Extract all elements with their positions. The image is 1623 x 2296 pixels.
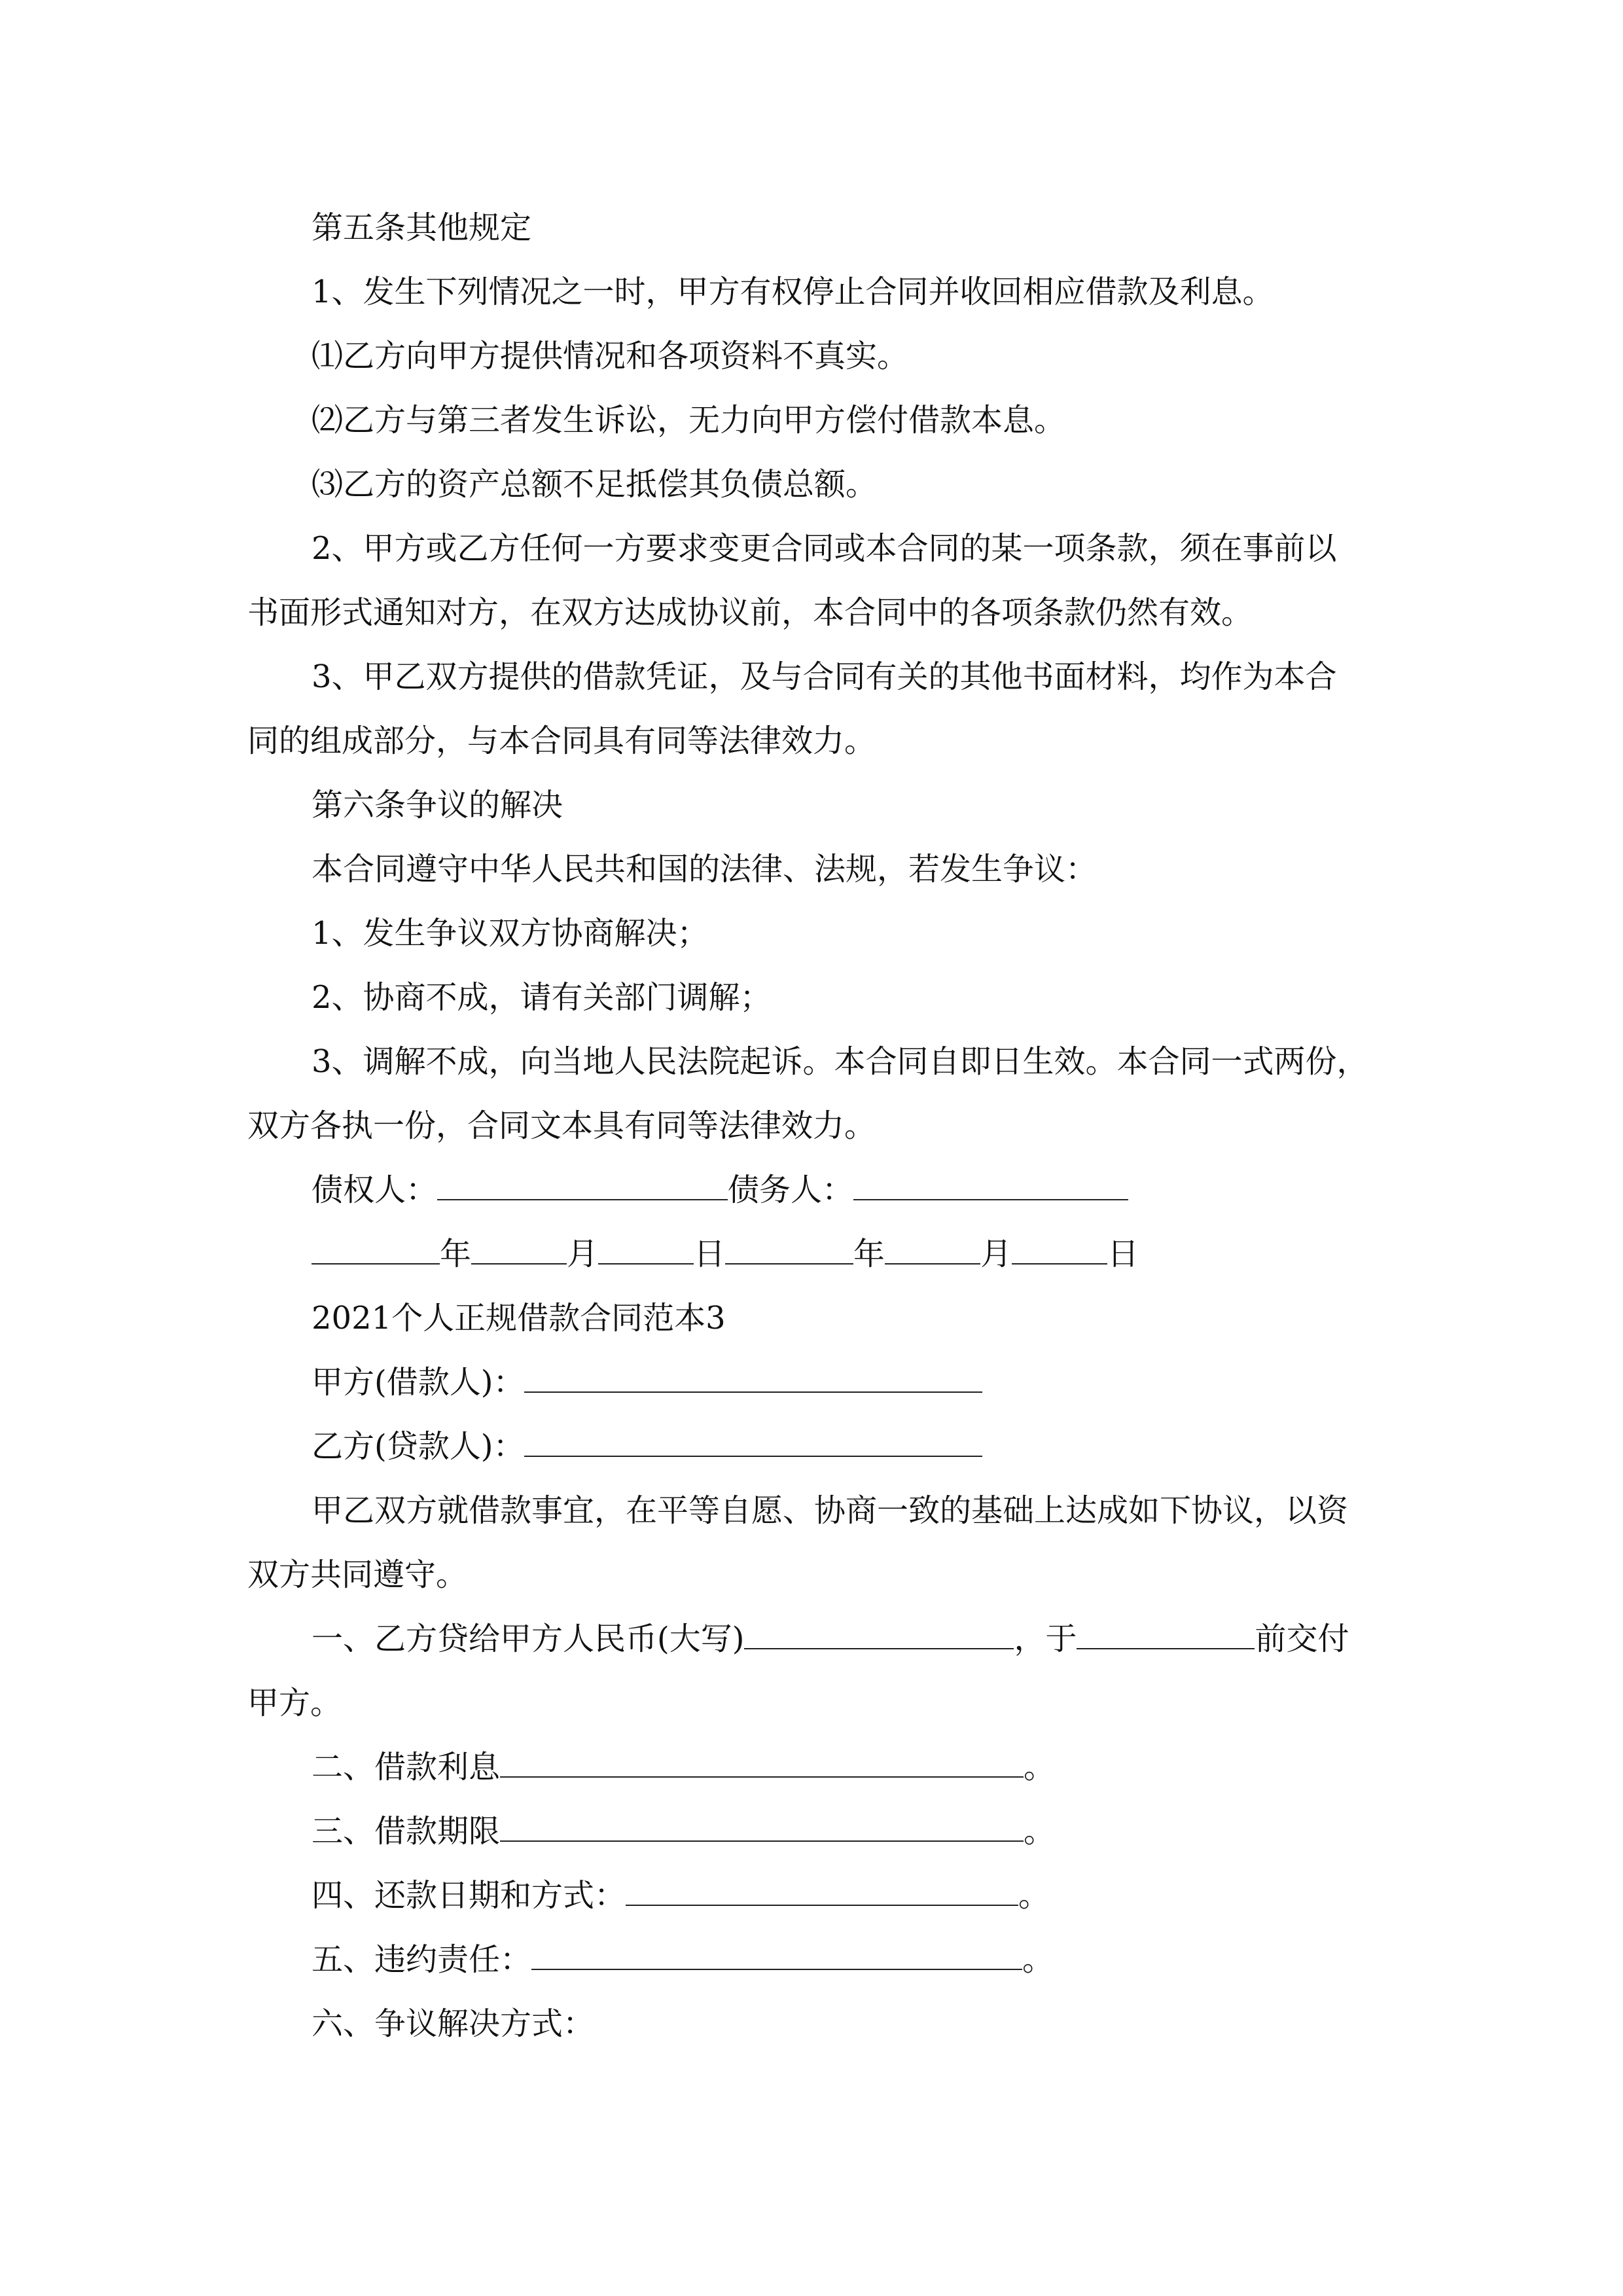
section5-title: 第五条其他规定 <box>312 209 532 246</box>
debtor-blank[interactable] <box>853 1173 1128 1200</box>
section5-item1: 1、发生下列情况之一时，甲方有权停止合同并收回相应借款及利息。 <box>312 274 1274 310</box>
date2-year-label: 年 <box>853 1236 885 1272</box>
date1-day-blank[interactable] <box>598 1237 694 1265</box>
section5-item3-line1: 3、甲乙双方提供的借款凭证，及与合同有关的其他书面材料，均作为本合 <box>312 658 1337 695</box>
date2-month-label: 月 <box>980 1236 1012 1272</box>
preamble-line2: 双方共同遵守。 <box>247 1556 468 1593</box>
party-b-line <box>312 1427 982 1466</box>
clause2-blank[interactable] <box>500 1750 1024 1778</box>
section5-item2-line2: 书面形式通知对方，在双方达成协议前，本合同中的各项条款仍然有效。 <box>247 594 1253 631</box>
date1-year-blank[interactable] <box>312 1237 440 1265</box>
clause3-period: 。 <box>1024 1813 1056 1850</box>
section6-item2: 2、协商不成，请有关部门调解； <box>312 979 772 1016</box>
date1-year-label: 年 <box>440 1236 472 1272</box>
date1-day-label: 日 <box>694 1236 726 1272</box>
date2-day-blank[interactable] <box>1012 1237 1107 1265</box>
section6-item3-line1: 3、调解不成，向当地人民法院起诉。本合同自即日生效。本合同一式两份， <box>312 1043 1368 1080</box>
clause4-blank[interactable] <box>626 1878 1018 1906</box>
clause2-period: 。 <box>1024 1749 1056 1785</box>
clause5-label: 五、违约责任： <box>312 1941 532 1978</box>
clause5-line <box>312 1940 1054 1979</box>
clause6-line: 六、争议解决方式： <box>312 2005 595 2042</box>
creditor-label: 债权人： <box>312 1172 438 1208</box>
section5-sub1: ⑴乙方向甲方提供情况和各项资料不真实。 <box>312 338 909 374</box>
clause1-date-blank[interactable] <box>1077 1622 1255 1649</box>
clause5-blank[interactable] <box>531 1943 1022 1970</box>
clause1-amount-blank[interactable] <box>744 1622 1014 1649</box>
date1-month-label: 月 <box>567 1236 599 1272</box>
signature-line <box>312 1170 1128 1210</box>
clause3-blank[interactable] <box>500 1814 1024 1842</box>
clause2-label: 二、借款利息 <box>312 1749 501 1785</box>
section6-item3-line2: 双方各执一份，合同文本具有同等法律效力。 <box>247 1107 876 1144</box>
section6-item1: 1、发生争议双方协商解决； <box>312 915 709 952</box>
clause3-label: 三、借款期限 <box>312 1813 501 1850</box>
clause2-line <box>312 1748 1055 1787</box>
clause1-prefix: 一、乙方贷给甲方人民币(大写) <box>312 1621 745 1657</box>
clause1-mid: ，于 <box>1014 1621 1077 1657</box>
clause4-line <box>312 1876 1050 1915</box>
date1-month-blank[interactable] <box>471 1237 567 1265</box>
party-b-label: 乙方(贷款人)： <box>312 1428 525 1465</box>
clause4-period: 。 <box>1018 1877 1050 1914</box>
date-line <box>312 1234 1139 1274</box>
section5-sub2: ⑵乙方与第三者发生诉讼，无力向甲方偿付借款本息。 <box>312 402 1066 439</box>
party-b-blank[interactable] <box>524 1429 982 1457</box>
clause1-suffix: 前交付 <box>1255 1621 1349 1657</box>
section5-sub3: ⑶乙方的资产总额不足抵偿其负债总额。 <box>312 466 878 503</box>
date2-year-blank[interactable] <box>725 1237 853 1265</box>
clause1-line1 <box>312 1619 1349 1659</box>
preamble-line1: 甲乙双方就借款事宜，在平等自愿、协商一致的基础上达成如下协议，以资 <box>312 1492 1349 1529</box>
section5-item2-line1: 2、甲方或乙方任何一方要求变更合同或本合同的某一项条款，须在事前以 <box>312 530 1337 567</box>
creditor-blank[interactable] <box>437 1173 728 1200</box>
date2-day-label: 日 <box>1107 1236 1139 1272</box>
party-a-line <box>312 1363 982 1402</box>
section6-intro: 本合同遵守中华人民共和国的法律、法规，若发生争议： <box>312 851 1097 888</box>
clause3-line <box>312 1812 1055 1851</box>
template3-heading: 2021个人正规借款合同范本3 <box>312 1300 726 1336</box>
section6-title: 第六条争议的解决 <box>312 787 563 823</box>
section5-item3-line2: 同的组成部分，与本合同具有同等法律效力。 <box>247 723 876 759</box>
date2-month-blank[interactable] <box>885 1237 980 1265</box>
clause5-period: 。 <box>1022 1941 1054 1978</box>
debtor-label: 债务人： <box>728 1172 854 1208</box>
clause4-label: 四、还款日期和方式： <box>312 1877 626 1914</box>
party-a-label: 甲方(借款人)： <box>312 1364 525 1401</box>
clause1-line2: 甲方。 <box>247 1685 342 1721</box>
party-a-blank[interactable] <box>524 1365 982 1393</box>
